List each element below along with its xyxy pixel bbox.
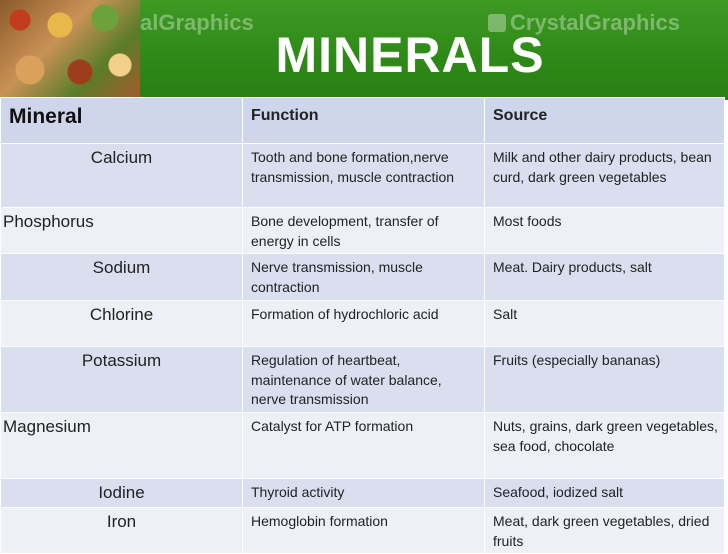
minerals-table [0,97,725,554]
function-cell: Regulation of heartbeat, maintenance of water balance, nerve transmission [243,347,485,413]
mineral-cell: Potassium [1,347,243,413]
table-row [1,347,725,413]
brand-watermark-left: alGraphics [140,10,254,35]
table-row [1,301,725,347]
brand-watermark-text: CrystalGraphics [510,10,680,35]
function-cell: Hemoglobin formation [243,508,485,554]
mineral-cell: Iron [1,508,243,554]
mineral-cell: Iodine [1,479,243,508]
column-header-function: Function [243,98,485,144]
slide-header [0,0,728,100]
mineral-cell: Magnesium [1,413,243,479]
source-cell: Fruits (especially bananas) [485,347,725,413]
column-header-mineral: Mineral [1,98,243,144]
table-row [1,208,725,254]
function-cell: Catalyst for ATP formation [243,413,485,479]
column-header-source: Source [485,98,725,144]
source-cell: Nuts, grains, dark green vegetables, sea food, chocolate [485,413,725,479]
source-cell: Milk and other dairy products, bean curd, dark green vegetables [485,144,725,208]
function-cell: Nerve transmission, muscle contraction [243,254,485,301]
source-cell: Meat. Dairy products, salt [485,254,725,301]
source-cell: Seafood, iodized salt [485,479,725,508]
table-row [1,144,725,208]
table-row [1,413,725,479]
function-cell: Bone development, transfer of energy in cells [243,208,485,254]
mineral-cell: Phosphorus [1,208,243,254]
function-cell: Formation of hydrochloric acid [243,301,485,347]
table-header-row [1,98,725,144]
source-cell: Meat, dark green vegetables, dried fruits [485,508,725,554]
table-row [1,254,725,301]
page-title: MINERALS [275,27,545,83]
table-row [1,479,725,508]
function-cell: Thyroid activity [243,479,485,508]
function-cell: Tooth and bone formation,nerve transmission, muscle contraction [243,144,485,208]
food-photo-collage [0,0,140,100]
mineral-cell: Calcium [1,144,243,208]
mineral-cell: Sodium [1,254,243,301]
mineral-cell: Chlorine [1,301,243,347]
source-cell: Most foods [485,208,725,254]
table-row [1,508,725,554]
source-cell: Salt [485,301,725,347]
